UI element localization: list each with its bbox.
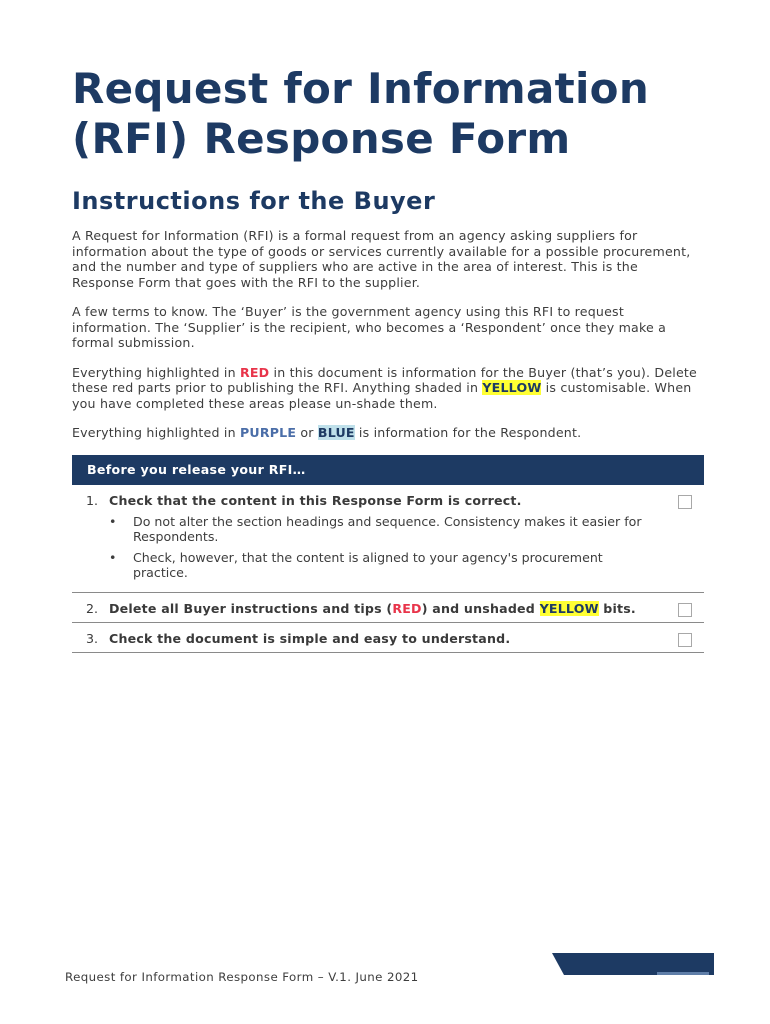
yellow-highlight: YELLOW xyxy=(539,600,599,616)
item2-text-2: ) and unshaded xyxy=(421,600,540,616)
checkbox-3[interactable] xyxy=(678,633,692,647)
title-line-1: Request for Information xyxy=(72,64,650,113)
release-checklist xyxy=(72,455,704,653)
para4-text-2: or xyxy=(296,425,318,440)
sub-list-item xyxy=(109,549,644,580)
item2-text-3: bits. xyxy=(598,600,636,616)
document-page xyxy=(72,64,704,653)
checklist-item-3 xyxy=(72,623,704,653)
red-highlight: RED xyxy=(239,364,270,380)
para4-text-3: is information for the Respondent. xyxy=(354,425,582,440)
red-highlight: RED xyxy=(392,600,422,616)
sub-item-text: Check, however, that the content is aligned to your agency's procurement practice. xyxy=(133,549,603,580)
highlight-purple-blue-paragraph xyxy=(72,425,704,441)
sub-list xyxy=(109,514,644,580)
yellow-highlight: YELLOW xyxy=(482,380,542,395)
sub-item-text: Do not alter the section headings and sequence. Consistency makes it easier for Respondents. xyxy=(133,513,642,544)
para3-text-2: in this document is information for the Buyer (that’s you). Delete these red parts prior to publishing the RFI. Anything shaded in xyxy=(72,364,697,395)
sub-list-item xyxy=(109,513,644,544)
page-title xyxy=(72,64,704,164)
checkbox-1[interactable] xyxy=(678,495,692,509)
item-number: 2. xyxy=(86,600,99,616)
footer-text: Request for Information Response Form – V.1. June 2021 xyxy=(65,970,419,984)
para3-text-1: Everything highlighted in xyxy=(72,364,240,380)
title-line-2: (RFI) Response Form xyxy=(72,114,571,163)
item-number: 3. xyxy=(86,630,99,646)
checklist-header: Before you release your RFI… xyxy=(72,455,704,485)
purple-highlight: PURPLE xyxy=(239,425,297,440)
para3-text-3: is customisable. When you have completed these areas please un-shade them. xyxy=(72,380,692,411)
footer-accent-bar xyxy=(552,953,714,975)
highlight-red-yellow-paragraph xyxy=(72,365,704,412)
item-title: Check the document is simple and easy to understand. xyxy=(109,630,511,646)
blue-highlight: BLUE xyxy=(317,425,355,440)
terms-paragraph: A few terms to know. The ‘Buyer’ is the government agency using this RFI to request information. The ‘Supplier’ is the recipient, who becomes a ‘Respondent’ once they make a formal submission. xyxy=(72,304,667,350)
checklist-item-2 xyxy=(72,593,704,623)
section-heading: Instructions for the Buyer xyxy=(72,187,436,215)
item-title: Check that the content in this Response Form is correct. xyxy=(109,492,522,508)
bullet-icon: • xyxy=(109,513,117,529)
checklist-item-1 xyxy=(72,485,704,593)
checkbox-2[interactable] xyxy=(678,603,692,617)
para4-text-1: Everything highlighted in xyxy=(72,425,240,440)
item-number: 1. xyxy=(86,492,99,508)
bullet-icon: • xyxy=(109,549,117,565)
item2-text-1: Delete all Buyer instructions and tips ( xyxy=(109,600,393,616)
item-title xyxy=(109,601,636,616)
intro-paragraph: A Request for Information (RFI) is a formal request from an agency asking suppliers for information about the type of goods or services currently available for a possible procurement, and the number and type of suppliers who are active in the area of interest. This is the Response Form that goes with the RFI to the supplier. xyxy=(72,228,691,290)
